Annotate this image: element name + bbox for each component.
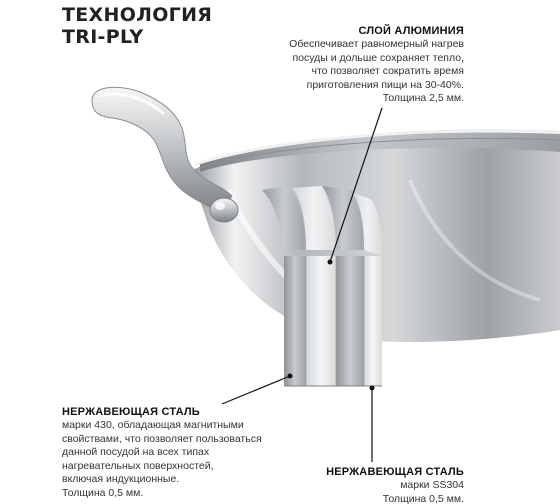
layer-steel-304	[336, 256, 364, 386]
aluminium-text-line: приготовления пищи на 30-40%.	[306, 78, 464, 91]
title-line-2: TRI-PLY	[62, 26, 144, 48]
steel-430-text-line: нагревательных поверхностей,	[62, 459, 214, 472]
steel-430-text-line: марки 430, обладающая магнитными	[62, 419, 244, 431]
aluminium-thickness: Толщина 2,5 мм.	[382, 92, 464, 104]
aluminium-text-line: Обеспечивает равномерный нагрев	[289, 38, 464, 50]
pointer-steel-304	[370, 386, 375, 463]
title-line-1: ТЕХНОЛОГИЯ	[62, 4, 213, 26]
steel-430-heading: НЕРЖАВЕЮЩАЯ СТАЛЬ	[62, 406, 200, 418]
steel-304-caption	[326, 465, 464, 504]
page-title	[62, 4, 212, 48]
aluminium-layer-caption	[289, 24, 464, 106]
steel-430-caption	[62, 405, 262, 500]
steel-430-thickness: Толщина 0,5 мм.	[62, 486, 144, 499]
layer-steel-430	[284, 256, 306, 386]
aluminium-text-line: что позволяет сократить время	[311, 65, 464, 77]
steel-304-thickness: Толщина 0,5 мм.	[382, 492, 464, 504]
layer-aluminium	[306, 256, 336, 386]
pointer-steel-430	[222, 374, 293, 405]
aluminium-heading: СЛОЙ АЛЮМИНИЯ	[358, 25, 464, 37]
aluminium-text-line: посуды и дольше сохраняет тепло,	[292, 51, 464, 64]
steel-430-text-line: свойствами, что позволяет пользоваться	[62, 432, 262, 445]
steel-430-text-line: включая индукционные.	[62, 473, 180, 485]
steel-430-text-line: данной посудой на всех типах	[62, 446, 210, 458]
pan-handle	[92, 87, 232, 214]
steel-304-grade: марки SS304	[400, 479, 464, 491]
steel-304-heading: НЕРЖАВЕЮЩАЯ СТАЛЬ	[326, 466, 464, 478]
handle-rivet	[210, 198, 238, 222]
